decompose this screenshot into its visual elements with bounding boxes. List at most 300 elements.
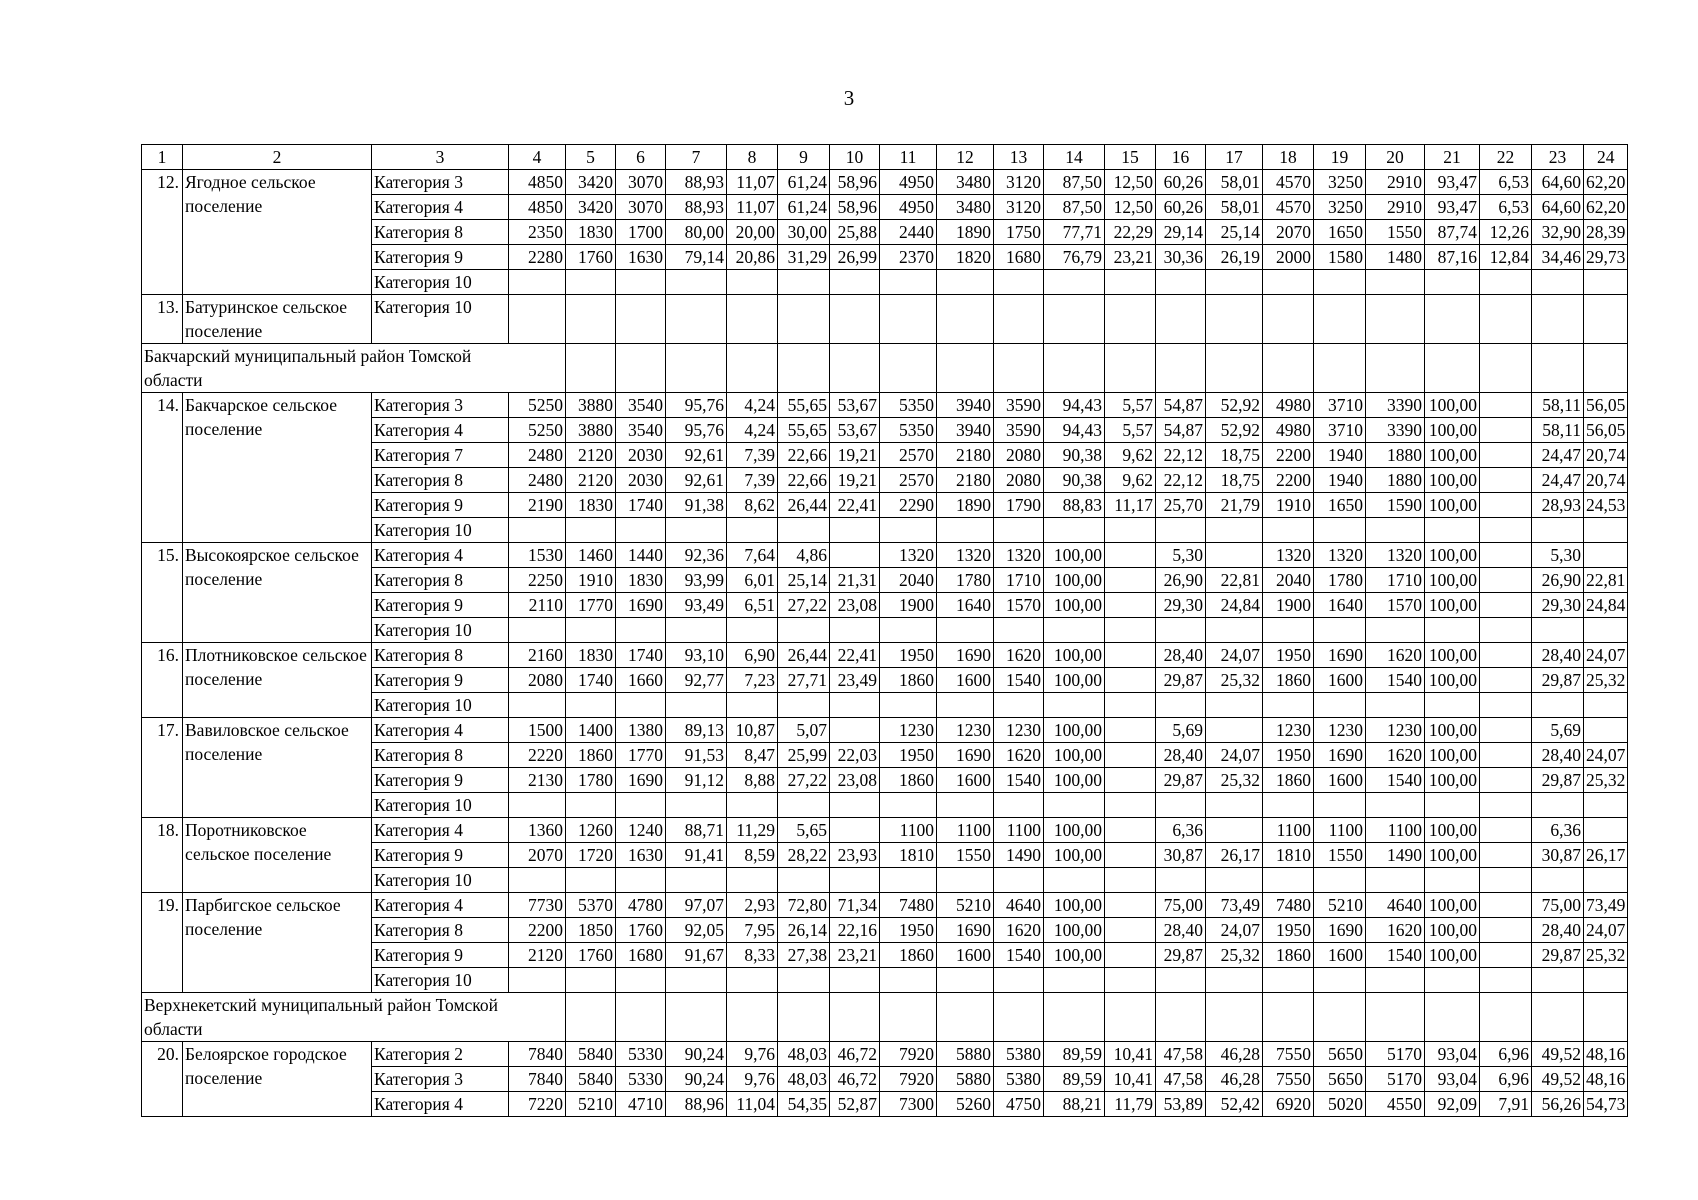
value-cell: 1230 — [1314, 718, 1366, 743]
value-cell — [1263, 270, 1314, 295]
value-cell: 2080 — [994, 443, 1044, 468]
value-cell: 5370 — [566, 893, 616, 918]
value-cell — [1156, 968, 1206, 993]
value-cell — [1532, 618, 1584, 643]
value-cell — [1480, 543, 1532, 568]
value-cell — [1263, 618, 1314, 643]
value-cell: 1860 — [880, 768, 937, 793]
tariff-table — [141, 144, 1628, 1117]
value-cell — [1206, 518, 1263, 543]
value-cell — [1105, 843, 1156, 868]
value-cell: 76,79 — [1044, 245, 1105, 270]
value-cell: 1100 — [994, 818, 1044, 843]
value-cell: 1600 — [937, 668, 994, 693]
settlement-number: 18. — [142, 818, 183, 893]
value-cell: 25,70 — [1156, 493, 1206, 518]
value-cell: 89,13 — [666, 718, 727, 743]
value-cell: 4750 — [994, 1092, 1044, 1117]
empty-cell — [830, 993, 880, 1042]
value-cell — [666, 270, 727, 295]
column-header: 17 — [1206, 145, 1263, 170]
value-cell: 2290 — [880, 493, 937, 518]
value-cell: 22,81 — [1584, 568, 1628, 593]
value-cell: 2910 — [1366, 195, 1425, 220]
value-cell: 27,22 — [778, 593, 830, 618]
value-cell — [778, 270, 830, 295]
value-cell: 26,44 — [778, 493, 830, 518]
value-cell: 3120 — [994, 170, 1044, 195]
value-cell — [1314, 518, 1366, 543]
value-cell: 8,33 — [727, 943, 778, 968]
value-cell: 93,10 — [666, 643, 727, 668]
value-cell: 4,24 — [727, 393, 778, 418]
value-cell — [1480, 768, 1532, 793]
value-cell: 7550 — [1263, 1067, 1314, 1092]
value-cell: 5330 — [616, 1067, 666, 1092]
value-cell — [778, 868, 830, 893]
value-cell: 1820 — [937, 245, 994, 270]
value-cell: 7220 — [509, 1092, 566, 1117]
value-cell: 100,00 — [1425, 743, 1480, 768]
value-cell: 6,51 — [727, 593, 778, 618]
category-cell: Категория 10 — [372, 793, 509, 818]
settlement-name: Белоярское городское поселение — [183, 1042, 372, 1117]
value-cell: 1940 — [1314, 468, 1366, 493]
value-cell — [1206, 270, 1263, 295]
value-cell: 6,36 — [1156, 818, 1206, 843]
value-cell — [1044, 295, 1105, 344]
value-cell: 20,74 — [1584, 443, 1628, 468]
value-cell: 72,80 — [778, 893, 830, 918]
value-cell: 3940 — [937, 393, 994, 418]
value-cell: 46,28 — [1206, 1067, 1263, 1092]
value-cell — [666, 693, 727, 718]
value-cell: 87,16 — [1425, 245, 1480, 270]
value-cell: 54,87 — [1156, 418, 1206, 443]
value-cell — [880, 618, 937, 643]
value-cell: 1830 — [616, 568, 666, 593]
value-cell: 1360 — [509, 818, 566, 843]
value-cell: 20,74 — [1584, 468, 1628, 493]
value-cell: 1690 — [937, 743, 994, 768]
value-cell: 1690 — [1314, 743, 1366, 768]
value-cell: 54,87 — [1156, 393, 1206, 418]
value-cell: 1680 — [616, 943, 666, 968]
value-cell: 3590 — [994, 418, 1044, 443]
value-cell: 100,00 — [1044, 643, 1105, 668]
value-cell: 100,00 — [1425, 643, 1480, 668]
value-cell: 1810 — [880, 843, 937, 868]
value-cell: 100,00 — [1044, 918, 1105, 943]
value-cell — [1366, 618, 1425, 643]
value-cell: 24,07 — [1206, 918, 1263, 943]
column-header: 16 — [1156, 145, 1206, 170]
value-cell: 27,22 — [778, 768, 830, 793]
value-cell: 95,76 — [666, 418, 727, 443]
value-cell — [830, 270, 880, 295]
value-cell: 61,24 — [778, 170, 830, 195]
value-cell — [1532, 295, 1584, 344]
table-row — [142, 893, 1628, 918]
empty-cell — [1263, 993, 1314, 1042]
value-cell: 93,47 — [1425, 170, 1480, 195]
value-cell: 92,05 — [666, 918, 727, 943]
column-header: 4 — [509, 145, 566, 170]
value-cell: 4950 — [880, 195, 937, 220]
value-cell — [509, 868, 566, 893]
category-cell: Категория 10 — [372, 518, 509, 543]
value-cell — [616, 793, 666, 818]
value-cell: 3880 — [566, 393, 616, 418]
value-cell — [1263, 793, 1314, 818]
column-header: 10 — [830, 145, 880, 170]
value-cell: 19,21 — [830, 443, 880, 468]
value-cell — [1425, 618, 1480, 643]
value-cell: 1460 — [566, 543, 616, 568]
value-cell: 100,00 — [1425, 468, 1480, 493]
value-cell: 5250 — [509, 393, 566, 418]
value-cell: 2220 — [509, 743, 566, 768]
value-cell: 23,93 — [830, 843, 880, 868]
category-cell: Категория 8 — [372, 643, 509, 668]
value-cell: 100,00 — [1044, 743, 1105, 768]
value-cell — [1105, 643, 1156, 668]
category-cell: Категория 4 — [372, 718, 509, 743]
column-header: 23 — [1532, 145, 1584, 170]
value-cell: 7,91 — [1480, 1092, 1532, 1117]
value-cell: 1940 — [1314, 443, 1366, 468]
value-cell — [994, 270, 1044, 295]
value-cell: 93,49 — [666, 593, 727, 618]
value-cell: 87,50 — [1044, 170, 1105, 195]
value-cell: 1630 — [616, 843, 666, 868]
value-cell: 49,52 — [1532, 1042, 1584, 1067]
value-cell: 3480 — [937, 170, 994, 195]
value-cell — [727, 793, 778, 818]
value-cell: 1620 — [994, 918, 1044, 943]
value-cell: 1550 — [1314, 843, 1366, 868]
empty-cell — [509, 344, 566, 393]
value-cell — [1314, 793, 1366, 818]
value-cell: 2040 — [1263, 568, 1314, 593]
value-cell: 48,16 — [1584, 1042, 1628, 1067]
value-cell: 80,00 — [666, 220, 727, 245]
value-cell — [1206, 543, 1263, 568]
value-cell — [727, 618, 778, 643]
value-cell — [1480, 968, 1532, 993]
value-cell — [1532, 793, 1584, 818]
value-cell: 1490 — [1366, 843, 1425, 868]
value-cell: 52,92 — [1206, 418, 1263, 443]
value-cell: 1640 — [937, 593, 994, 618]
value-cell: 4570 — [1263, 195, 1314, 220]
value-cell — [1480, 743, 1532, 768]
category-cell: Категория 10 — [372, 270, 509, 295]
value-cell: 2280 — [509, 245, 566, 270]
value-cell: 1790 — [994, 493, 1044, 518]
value-cell: 2250 — [509, 568, 566, 593]
value-cell — [1584, 693, 1628, 718]
value-cell: 24,07 — [1584, 643, 1628, 668]
value-cell: 91,12 — [666, 768, 727, 793]
value-cell: 6,53 — [1480, 170, 1532, 195]
value-cell — [1156, 270, 1206, 295]
value-cell: 2370 — [880, 245, 937, 270]
value-cell: 52,92 — [1206, 393, 1263, 418]
value-cell: 28,40 — [1156, 743, 1206, 768]
value-cell — [1105, 743, 1156, 768]
district-row — [142, 344, 1628, 393]
value-cell: 1620 — [994, 743, 1044, 768]
value-cell — [830, 718, 880, 743]
value-cell: 26,17 — [1584, 843, 1628, 868]
value-cell — [1156, 868, 1206, 893]
value-cell — [1366, 793, 1425, 818]
value-cell — [1156, 518, 1206, 543]
value-cell: 1570 — [1366, 593, 1425, 618]
value-cell — [1044, 618, 1105, 643]
column-header: 6 — [616, 145, 666, 170]
value-cell: 22,12 — [1156, 443, 1206, 468]
value-cell: 29,30 — [1156, 593, 1206, 618]
value-cell: 88,21 — [1044, 1092, 1105, 1117]
value-cell: 1620 — [1366, 743, 1425, 768]
value-cell: 25,14 — [778, 568, 830, 593]
value-cell: 1900 — [1263, 593, 1314, 618]
value-cell: 64,60 — [1532, 170, 1584, 195]
value-cell: 1860 — [566, 743, 616, 768]
column-header: 21 — [1425, 145, 1480, 170]
empty-cell — [830, 344, 880, 393]
value-cell: 1570 — [994, 593, 1044, 618]
value-cell: 5,69 — [1156, 718, 1206, 743]
value-cell: 2,93 — [727, 893, 778, 918]
empty-cell — [566, 344, 616, 393]
value-cell: 2200 — [509, 918, 566, 943]
empty-cell — [880, 344, 937, 393]
value-cell: 6,01 — [727, 568, 778, 593]
value-cell: 6,96 — [1480, 1067, 1532, 1092]
district-row — [142, 993, 1628, 1042]
value-cell: 1230 — [1263, 718, 1314, 743]
value-cell: 5260 — [937, 1092, 994, 1117]
value-cell — [1584, 543, 1628, 568]
value-cell: 100,00 — [1044, 593, 1105, 618]
value-cell: 5330 — [616, 1042, 666, 1067]
value-cell — [666, 868, 727, 893]
value-cell: 6,53 — [1480, 195, 1532, 220]
empty-cell — [1314, 993, 1366, 1042]
value-cell: 1810 — [1263, 843, 1314, 868]
value-cell: 1950 — [880, 743, 937, 768]
empty-cell — [1206, 993, 1263, 1042]
table-row — [142, 393, 1628, 418]
value-cell: 62,20 — [1584, 170, 1628, 195]
value-cell: 1440 — [616, 543, 666, 568]
value-cell: 1830 — [566, 220, 616, 245]
value-cell: 23,21 — [830, 943, 880, 968]
value-cell: 31,29 — [778, 245, 830, 270]
empty-cell — [1425, 344, 1480, 393]
category-cell: Категория 8 — [372, 220, 509, 245]
value-cell: 1950 — [880, 918, 937, 943]
value-cell: 1100 — [1366, 818, 1425, 843]
value-cell — [616, 270, 666, 295]
value-cell — [509, 518, 566, 543]
value-cell: 1630 — [616, 245, 666, 270]
column-header: 15 — [1105, 145, 1156, 170]
value-cell: 21,31 — [830, 568, 880, 593]
value-cell: 1830 — [566, 643, 616, 668]
value-cell — [509, 793, 566, 818]
value-cell — [666, 968, 727, 993]
value-cell: 94,43 — [1044, 393, 1105, 418]
value-cell: 1860 — [880, 668, 937, 693]
empty-cell — [778, 993, 830, 1042]
value-cell — [1480, 393, 1532, 418]
category-cell: Категория 8 — [372, 918, 509, 943]
value-cell — [1044, 793, 1105, 818]
value-cell — [1480, 943, 1532, 968]
value-cell: 58,11 — [1532, 393, 1584, 418]
value-cell: 88,83 — [1044, 493, 1105, 518]
value-cell: 1540 — [994, 943, 1044, 968]
value-cell — [666, 618, 727, 643]
value-cell — [1263, 868, 1314, 893]
value-cell: 6920 — [1263, 1092, 1314, 1117]
empty-cell — [1532, 344, 1584, 393]
value-cell: 52,42 — [1206, 1092, 1263, 1117]
value-cell: 6,96 — [1480, 1042, 1532, 1067]
column-header: 13 — [994, 145, 1044, 170]
value-cell: 28,40 — [1156, 918, 1206, 943]
column-header: 7 — [666, 145, 727, 170]
value-cell: 5350 — [880, 418, 937, 443]
value-cell — [1105, 518, 1156, 543]
value-cell: 1950 — [1263, 743, 1314, 768]
value-cell: 100,00 — [1425, 918, 1480, 943]
value-cell: 49,52 — [1532, 1067, 1584, 1092]
value-cell: 1890 — [937, 493, 994, 518]
empty-cell — [1044, 344, 1105, 393]
value-cell: 73,49 — [1584, 893, 1628, 918]
settlement-number: 15. — [142, 543, 183, 643]
settlement-name: Батуринское сельское поселение — [183, 295, 372, 344]
value-cell — [1366, 295, 1425, 344]
value-cell: 1690 — [616, 768, 666, 793]
value-cell: 1860 — [880, 943, 937, 968]
value-cell: 46,72 — [830, 1042, 880, 1067]
column-header: 8 — [727, 145, 778, 170]
value-cell: 48,03 — [778, 1067, 830, 1092]
value-cell — [1263, 518, 1314, 543]
value-cell: 5880 — [937, 1042, 994, 1067]
value-cell: 3390 — [1366, 418, 1425, 443]
value-cell: 11,07 — [727, 195, 778, 220]
value-cell: 1860 — [1263, 943, 1314, 968]
category-cell: Категория 9 — [372, 245, 509, 270]
value-cell: 1620 — [994, 643, 1044, 668]
value-cell: 7,39 — [727, 468, 778, 493]
value-cell: 1600 — [1314, 943, 1366, 968]
value-cell: 3710 — [1314, 418, 1366, 443]
value-cell — [937, 618, 994, 643]
value-cell: 29,87 — [1532, 943, 1584, 968]
settlement-number: 13. — [142, 295, 183, 344]
value-cell — [1532, 693, 1584, 718]
value-cell: 1740 — [616, 493, 666, 518]
value-cell: 1540 — [1366, 668, 1425, 693]
value-cell: 29,14 — [1156, 220, 1206, 245]
value-cell — [880, 693, 937, 718]
value-cell — [616, 518, 666, 543]
value-cell: 4780 — [616, 893, 666, 918]
value-cell: 7,23 — [727, 668, 778, 693]
value-cell: 30,87 — [1156, 843, 1206, 868]
value-cell — [994, 618, 1044, 643]
value-cell — [509, 618, 566, 643]
value-cell: 100,00 — [1044, 768, 1105, 793]
value-cell: 1860 — [1263, 668, 1314, 693]
empty-cell — [616, 344, 666, 393]
value-cell: 22,81 — [1206, 568, 1263, 593]
value-cell — [937, 693, 994, 718]
value-cell — [937, 968, 994, 993]
value-cell — [1206, 618, 1263, 643]
value-cell: 1100 — [937, 818, 994, 843]
value-cell — [1105, 943, 1156, 968]
value-cell — [1314, 968, 1366, 993]
table-row — [142, 718, 1628, 743]
value-cell — [778, 793, 830, 818]
value-cell: 58,01 — [1206, 170, 1263, 195]
value-cell: 93,04 — [1425, 1042, 1480, 1067]
category-cell: Категория 9 — [372, 943, 509, 968]
value-cell: 4640 — [1366, 893, 1425, 918]
value-cell — [1105, 295, 1156, 344]
value-cell — [1105, 818, 1156, 843]
value-cell: 1600 — [937, 768, 994, 793]
value-cell — [727, 693, 778, 718]
value-cell — [1425, 693, 1480, 718]
value-cell: 11,29 — [727, 818, 778, 843]
value-cell: 62,20 — [1584, 195, 1628, 220]
value-cell: 7,64 — [727, 543, 778, 568]
column-header: 20 — [1366, 145, 1425, 170]
value-cell — [830, 543, 880, 568]
value-cell: 26,90 — [1156, 568, 1206, 593]
value-cell — [1480, 818, 1532, 843]
column-header: 9 — [778, 145, 830, 170]
value-cell: 10,41 — [1105, 1042, 1156, 1067]
column-header: 2 — [183, 145, 372, 170]
value-cell: 1950 — [880, 643, 937, 668]
value-cell: 100,00 — [1425, 418, 1480, 443]
value-cell: 30,36 — [1156, 245, 1206, 270]
value-cell: 10,41 — [1105, 1067, 1156, 1092]
value-cell — [778, 618, 830, 643]
value-cell: 7,95 — [727, 918, 778, 943]
value-cell: 9,76 — [727, 1067, 778, 1092]
value-cell: 24,07 — [1206, 743, 1263, 768]
value-cell — [1480, 868, 1532, 893]
value-cell — [1105, 668, 1156, 693]
value-cell: 1540 — [994, 768, 1044, 793]
value-cell: 3590 — [994, 393, 1044, 418]
value-cell: 87,74 — [1425, 220, 1480, 245]
value-cell: 88,71 — [666, 818, 727, 843]
category-cell: Категория 8 — [372, 568, 509, 593]
